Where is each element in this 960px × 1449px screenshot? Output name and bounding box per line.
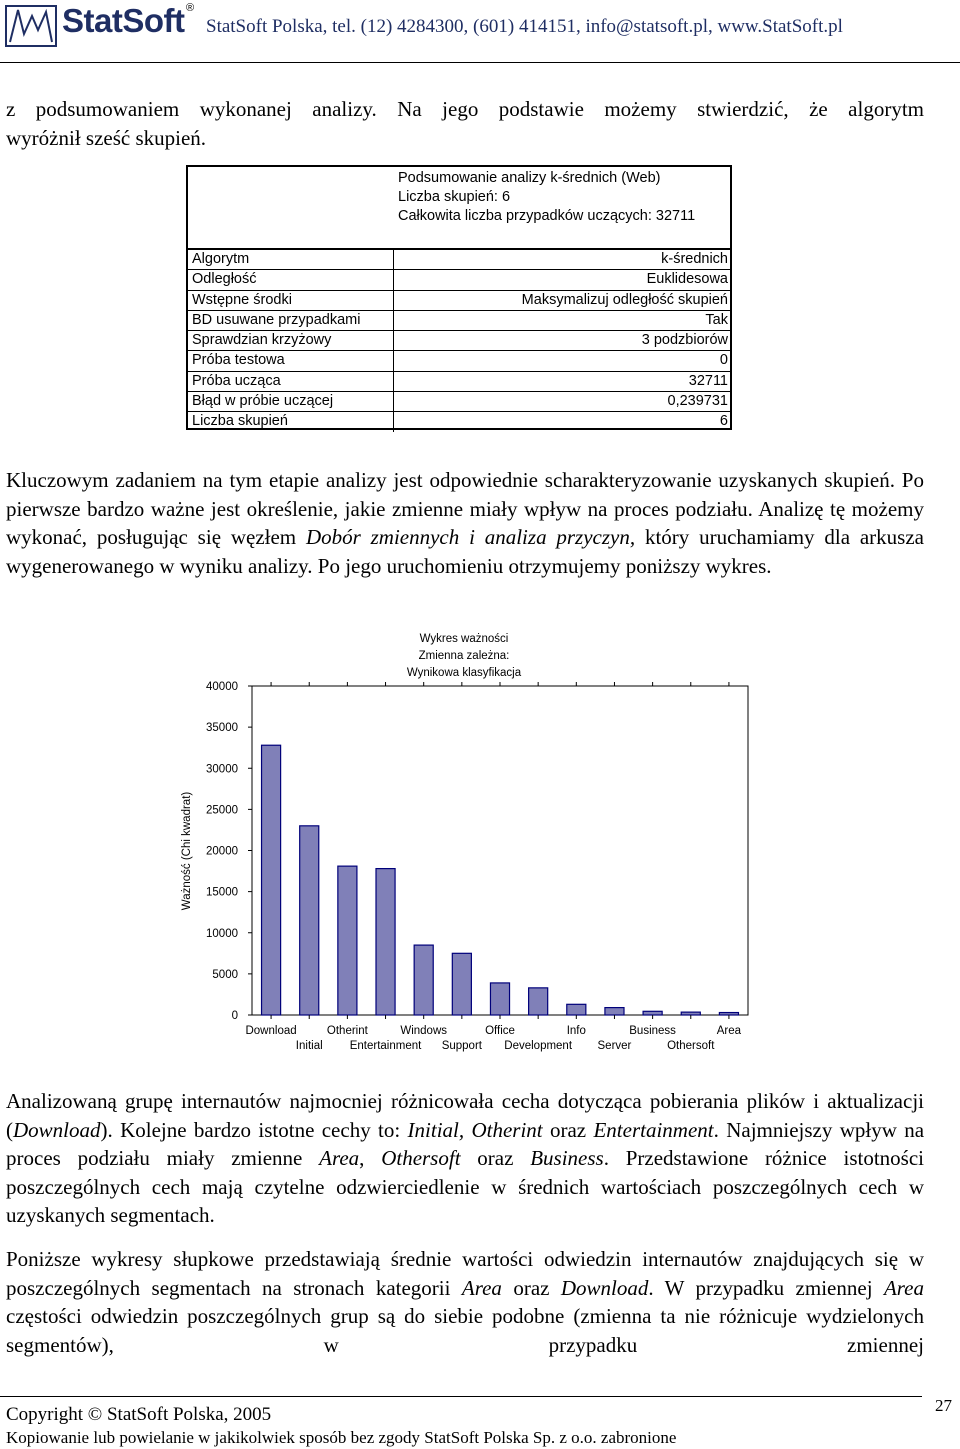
summary-row-label: Odległość: [188, 270, 394, 289]
chart-x-tick-label: Support: [441, 1040, 482, 1052]
chart-x-tick-label: Area: [716, 1025, 742, 1037]
paragraph-text: częstości odwiedzin poszczególnych grup są do siebie podobne (zmienna ta nie różnicuje wydzielonych segmentów), w przypadku zmiennej: [6, 1304, 924, 1357]
chart-subtitle-line: Zmienna zależna:: [418, 650, 510, 662]
paragraph-italic: Download: [13, 1117, 101, 1142]
summary-table-row: [188, 372, 732, 392]
paragraph-text: oraz: [460, 1146, 531, 1170]
summary-row-label: Błąd w próbie uczącej: [188, 392, 394, 411]
summary-table-row: [188, 270, 732, 290]
paragraph-text: . Najmniejszy wpływ na proces podziału miały zmienne: [6, 1117, 925, 1170]
summary-row-label: BD usuwane przypadkami: [188, 311, 394, 330]
chart-y-tick-label: 0: [231, 1010, 238, 1022]
summary-row-value: Euklidesowa: [646, 271, 728, 288]
chart-y-tick-label: 40000: [206, 681, 238, 693]
chart-bar: [452, 953, 471, 1015]
chart-bar: [719, 1013, 738, 1015]
logo-registered-mark: ®: [186, 2, 195, 14]
summary-title-line: Liczba skupień: 6: [398, 189, 511, 205]
summary-row-label: Próba testowa: [188, 351, 394, 370]
chart-y-tick-label: 10000: [206, 927, 238, 940]
chart-y-tick-label: 20000: [206, 845, 238, 858]
chart-x-tick-label: Business: [629, 1025, 676, 1037]
chart-x-tick-label: Initial: [295, 1040, 323, 1052]
chart-x-tick-label: Otherint: [326, 1025, 368, 1037]
importance-chart: [160, 628, 760, 1056]
paragraph-italic: Initial, Otherint: [407, 1117, 543, 1142]
chart-x-tick-label: Othersoft: [667, 1040, 715, 1052]
chart-bar: [376, 869, 395, 1015]
paragraph-text: ). Kolejne bardzo istotne cechy to:: [100, 1117, 408, 1142]
summary-row-value: 0,239731: [667, 393, 728, 410]
header-contact: StatSoft Polska, tel. (12) 4284300, (601) 414151, info@statsoft.pl, www.StatSoft.pl: [206, 16, 843, 37]
paragraph-text: ,: [359, 1146, 382, 1170]
summary-row-value: Maksymalizuj odległość skupień: [521, 291, 728, 308]
paragraph-text: oraz: [501, 1275, 561, 1300]
paragraph-italic: Othersoft: [381, 1146, 461, 1170]
summary-table-row: [188, 331, 732, 351]
summary-row-value: 3 podzbiorów: [641, 332, 728, 349]
summary-row-label: Algorytm: [188, 250, 394, 269]
summary-row-value: 32711: [688, 372, 728, 389]
paragraph-text: oraz: [542, 1117, 594, 1142]
paragraph-text: Poniższe wykresy słupkowe przedstawiają średnie wartości odwiedzin internautów znajdujących się w poszczególnych segmentach na stronach kategorii: [6, 1247, 924, 1300]
chart-plot-frame: [252, 686, 748, 1015]
footer-copyright: Copyright © StatSoft Polska, 2005: [6, 1404, 272, 1425]
paragraph-intro: [6, 95, 924, 152]
chart-bar: [262, 745, 281, 1015]
chart-bar: [414, 945, 433, 1015]
summary-row-label: Sprawdzian krzyżowy: [188, 331, 394, 350]
paragraph-italic: Area: [883, 1275, 924, 1300]
chart-x-tick-label: Download: [245, 1025, 297, 1037]
chart-y-tick-label: 30000: [206, 763, 238, 776]
chart-x-tick-label: Server: [597, 1040, 632, 1052]
paragraph-bar-charts: [6, 1245, 924, 1359]
summary-row-value: k-średnich: [661, 251, 728, 267]
chart-x-tick-label: Info: [566, 1025, 586, 1037]
chart-subtitle-line: Wynikowa klasyfikacja: [406, 667, 522, 679]
summary-table-row: [188, 291, 732, 311]
chart-bar: [490, 983, 509, 1015]
summary-row-value: Tak: [705, 311, 728, 328]
chart-x-tick-label: Windows: [400, 1025, 448, 1037]
summary-row-value: 6: [719, 413, 728, 430]
summary-row-label: Wstępne środki: [188, 291, 394, 310]
chart-x-tick-label: Development: [504, 1040, 573, 1052]
chart-y-tick-label: 35000: [206, 722, 238, 735]
chart-bar: [643, 1011, 662, 1015]
paragraph-italic: Dobór zmiennych i analiza przyczyn,: [305, 525, 636, 549]
summary-title-line: Podsumowanie analizy k-średnich (Web): [398, 170, 661, 186]
summary-table-row: [188, 250, 732, 270]
chart-bar: [300, 826, 319, 1015]
paragraph-analysis: [6, 1087, 924, 1230]
chart-y-tick-label: 15000: [206, 886, 238, 899]
paragraph-italic: Download: [560, 1275, 649, 1300]
summary-row-label: Liczba skupień: [188, 412, 394, 431]
paragraph-text: który uruchamiamy dla arkusza wygenerowanego w wyniku analizy. Po jego uruchomieniu otrzymujemy poniższy wykres.: [6, 525, 924, 578]
paragraph-italic: Business: [530, 1146, 604, 1170]
chart-bar: [567, 1004, 586, 1015]
chart-bar: [681, 1012, 700, 1015]
summary-table: [186, 165, 732, 430]
paragraph-clusters: [6, 466, 924, 580]
summary-table-row: [188, 392, 732, 412]
chart-x-tick-label: Office: [485, 1025, 515, 1037]
paragraph-intro-line1: z podsumowaniem wykonanej analizy. Na jego podstawie możemy stwierdzić, że algorytm: [6, 97, 924, 121]
paragraph-text: . W przypadku zmiennej: [648, 1275, 884, 1300]
summary-table-grid: [188, 248, 732, 432]
logo-text: StatSoft: [62, 2, 185, 39]
chart-bar: [338, 866, 357, 1015]
paragraph-text: . Przedstawione różnice istotności poszczególnych cech mają czytelne odzwierciedlenie w średnich wartościach poszczególnych cech w uzyskanych segmentach.: [6, 1146, 924, 1227]
chart-bar: [529, 988, 548, 1015]
footer-note: Kopiowanie lub powielanie w jakikolwiek sposób bez zgody StatSoft Polska Sp. z o.o. zabronione: [6, 1428, 677, 1447]
header-divider: [0, 62, 960, 63]
summary-row-label: Próba ucząca: [188, 372, 394, 391]
paragraph-italic: Entertainment: [593, 1117, 714, 1142]
chart-y-tick-label: 5000: [212, 968, 238, 981]
summary-table-row: [188, 351, 732, 371]
chart-y-tick-label: 25000: [206, 804, 238, 817]
paragraph-italic: Area: [319, 1146, 360, 1170]
paragraph-italic: Area: [461, 1275, 502, 1300]
chart-y-axis-label: Ważność (Chi kwadrat): [181, 791, 193, 911]
summary-row-value: 0: [719, 352, 728, 369]
summary-title-line: Całkowita liczba przypadków uczących: 32711: [398, 208, 696, 224]
paragraph-text: Kluczowym zadaniem na tym etapie analizy jest odpowiednie scharakteryzowanie uzyskanych skupień. Po pierwsze bardzo ważne jest określenie, jakie zmienne miały wpływ na proces podziału. Analizę tę możemy wykonać, posługując się węzłem: [6, 468, 924, 549]
summary-table-row: [188, 311, 732, 331]
chart-bar: [605, 1008, 624, 1015]
chart-title: Wykres ważności: [419, 633, 509, 645]
summary-table-title: [398, 169, 695, 226]
footer-divider: [0, 1396, 922, 1397]
page-number: 27: [935, 1396, 952, 1415]
chart-x-tick-label: Entertainment: [349, 1040, 422, 1052]
paragraph-text: Analizowaną grupę internautów najmocniej różnicowała cecha dotycząca pobierania plików i aktualizacji (: [6, 1089, 924, 1142]
paragraph-intro-line2: wyróżnił sześć skupień.: [6, 125, 207, 150]
summary-table-row: [188, 412, 732, 431]
